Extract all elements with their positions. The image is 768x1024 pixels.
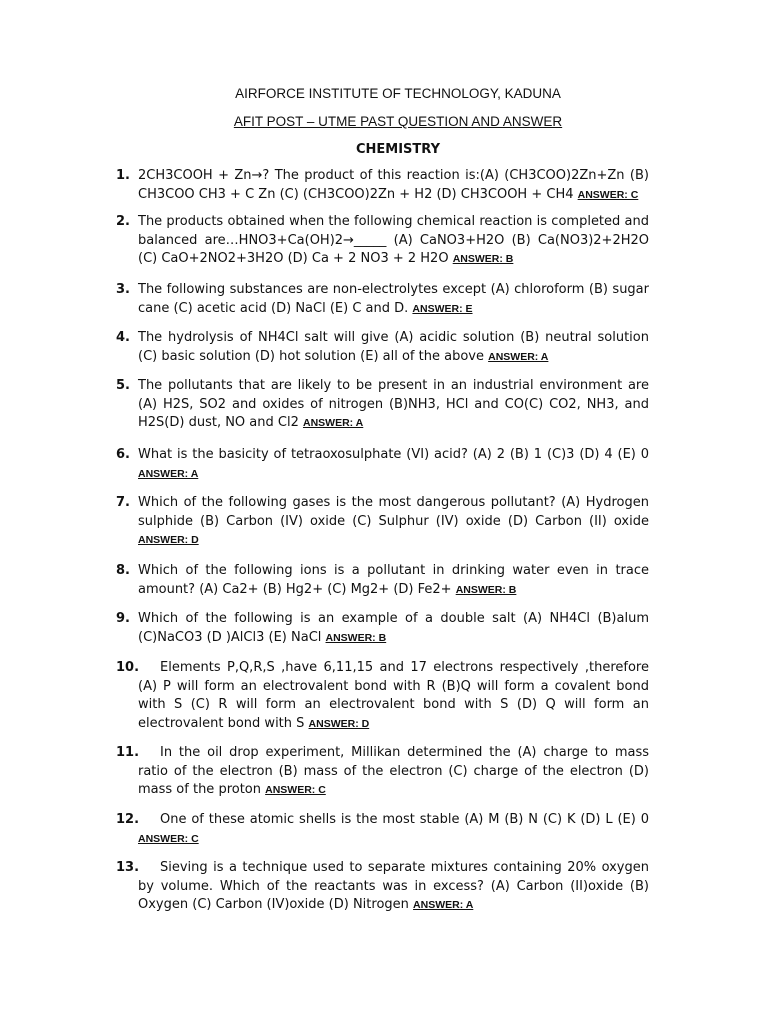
question-text: Sieving is a technique used to separate mixtures containing 20% oxygen by volume. Which of the reactants was in excess? (A) Carbon (II)oxide (B) Oxygen (C) Carbon (IV)oxide (D) Nitrogen [138,860,649,913]
question-text: The following substances are non-electrolytes except (A) chloroform (B) sugar cane (C) acetic acid (D) NaCl (E) C and D. [138,282,649,316]
question-item [116,213,649,269]
answer-label: ANSWER: A [302,417,364,430]
question-text: Elements P,Q,R,S ,have 6,11,15 and 17 electrons respectively ,therefore (A) P will form an electrovalent bond with R (B)Q will form a covalent bond with S (C) R will form an electrovalent bond with S (D) Q will form an electrovalent bond with S [138,660,649,731]
question-item [116,811,649,848]
answer-label: ANSWER: A [138,467,199,480]
question-item [116,167,649,204]
question-item [116,610,649,647]
question-text: One of these atomic shells is the most stable (A) M (B) N (C) K (D) L (E) 0 [160,812,649,827]
question-number: 9. [116,611,130,626]
question-text: Which of the following is an example of a double salt (A) NH4Cl (B)alum (C)NaCO3 (D )AlCl3 (E) NaCl [138,611,649,645]
question-item [116,446,649,483]
subject-heading: CHEMISTRY [355,142,441,157]
question-number: 2. [116,214,130,229]
question-text: Which of the following gases is the most dangerous pollutant? (A) Hydrogen sulphide (B) Carbon (IV) oxide (C) Sulphur (IV) oxide (D) Carbon (II) oxide [138,495,649,529]
answer-label: ANSWER: A [413,899,474,912]
question-number: 4. [116,330,130,345]
question-text: What is the basicity of tetraoxosulphate (VI) acid? (A) 2 (B) 1 (C)3 (D) 4 (E) 0 [138,447,649,462]
question-item [116,281,649,318]
question-text: 2CH3COOH + Zn→? The product of this reaction is:(A) (CH3COO)2Zn+Zn (B) CH3COO CH3 + C Zn (C) (CH3COO)2Zn + H2 (D) CH3COOH + CH4 [138,168,649,202]
question-number: 10. [116,660,140,675]
question-number: 5. [116,378,130,393]
question-number: 1. [116,168,130,183]
answer-label: ANSWER: D [308,717,370,730]
question-number: 6. [116,447,130,462]
answer-label: ANSWER: B [325,631,387,644]
question-item [116,859,649,915]
question-number: 11. [116,745,140,760]
question-number: 3. [116,282,130,297]
answer-label: ANSWER: C [577,188,639,201]
answer-label: ANSWER: E [412,302,473,315]
answer-label: ANSWER: A [488,350,549,363]
question-text: Which of the following ions is a pollutant in drinking water even in trace amount? (A) Ca2+ (B) Hg2+ (C) Mg2+ (D) Fe2+ [138,563,649,597]
question-number: 8. [116,563,130,578]
question-text: In the oil drop experiment, Millikan determined the (A) charge to mass ratio of the electron (B) mass of the electron (C) charge of the electron (D) mass of the proton [138,745,649,798]
question-number: 13. [116,860,140,875]
question-item [116,377,649,433]
question-item [116,562,649,599]
question-item [116,494,649,550]
document-subtitle: AFIT POST – UTME PAST QUESTION AND ANSWER [233,114,563,129]
question-item [116,659,649,733]
answer-label: ANSWER: C [265,784,326,797]
answer-label: ANSWER: B [455,583,517,596]
question-text: The pollutants that are likely to be present in an industrial environment are (A) H2S, SO2 and oxides of nitrogen (B)NH3, HCl and CO(C) CO2, NH3, and H2S(D) dust, NO and Cl2 [138,378,649,431]
question-number: 7. [116,495,130,510]
question-item [116,329,649,366]
answer-label: ANSWER: C [138,832,199,845]
question-item [116,744,649,800]
answer-label: ANSWER: B [452,253,514,266]
question-text: The hydrolysis of NH4Cl salt will give (A) acidic solution (B) neutral solution (C) basic solution (D) hot solution (E) all of the above [138,330,649,364]
answer-label: ANSWER: D [138,534,199,547]
question-number: 12. [116,812,140,827]
institution-title: AIRFORCE INSTITUTE OF TECHNOLOGY, KADUNA [235,86,561,101]
question-text: The products obtained when the following chemical reaction is completed and balanced are…HNO3+Ca(OH)2→_____ (A) CaNO3+H2O (B) Ca(NO3)2+2H2O (C) CaO+2NO2+3H2O (D) Ca + 2 NO3 + 2 H2O [138,214,649,267]
